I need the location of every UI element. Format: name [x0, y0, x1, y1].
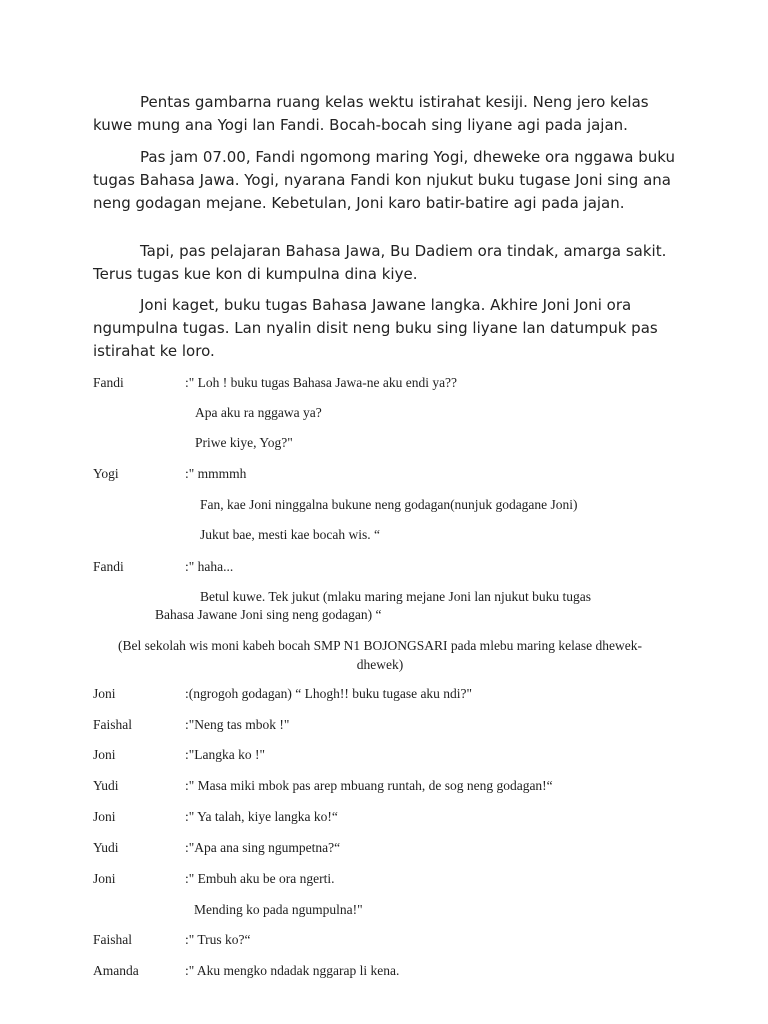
speech-text: :"Langka ko !" [185, 747, 265, 762]
speech-continuation: Priwe kiye, Yog?" [195, 435, 293, 450]
speaker-name: Joni [93, 809, 116, 824]
stage-direction: (Bel sekolah wis moni kabeh bocah SMP N1 BOJONGSARI pada mlebu maring kelase dhewek-dhewek) [117, 638, 643, 672]
speech-text: :" Trus ko?“ [185, 932, 251, 947]
narrative-paragraph: Pas jam 07.00, Fandi ngomong maring Yogi, dheweke ora nggawa buku tugas Bahasa Jawa. Yogi, nyarana Fandi kon njukut buku tugase Joni sing ana neng godagan mejane. Kebetulan, Joni karo batir-batire agi pada jajan. [93, 148, 676, 212]
speaker-name: Fandi [93, 559, 124, 574]
speech-text: :" mmmmh [185, 466, 247, 481]
speech-continuation: Mending ko pada ngumpulna!" [194, 902, 363, 917]
speaker-name: Joni [93, 871, 116, 886]
speech-text: :" Ya talah, kiye langka ko!“ [185, 809, 338, 824]
speech-continuation: Fan, kae Joni ninggalna bukune neng godagan(nunjuk godagane Joni) [200, 497, 578, 512]
speech-text: :"Apa ana sing ngumpetna?“ [185, 840, 341, 855]
speech-text: :"Neng tas mbok !" [185, 717, 290, 732]
speaker-name: Yudi [93, 840, 119, 855]
speech-text: :" Aku mengko ndadak nggarap li kena. [185, 963, 400, 978]
speech-text: :" haha... [185, 559, 234, 574]
speaker-name: Fandi [93, 375, 124, 390]
speech-continuation: Betul kuwe. Tek jukut (mlaku maring mejane Joni lan njukut buku tugas [200, 589, 591, 604]
speaker-name: Amanda [93, 963, 139, 978]
narrative-paragraph: Joni kaget, buku tugas Bahasa Jawane langka. Akhire Joni Joni ora ngumpulna tugas. Lan nyalin disit neng buku sing liyane lan datumpuk pas istirahat ke loro. [93, 296, 658, 360]
speech-text: :(ngrogoh godagan) “ Lhogh!! buku tugase aku ndi?" [185, 686, 473, 701]
speech-text: :" Masa miki mbok pas arep mbuang runtah, de sog neng godagan!“ [185, 778, 553, 793]
speaker-name: Joni [93, 747, 116, 762]
speech-text: :" Loh ! buku tugas Bahasa Jawa-ne aku endi ya?? [185, 375, 458, 390]
speech-text: :" Embuh aku be ora ngerti. [185, 871, 335, 886]
speaker-name: Joni [93, 686, 116, 701]
narrative-paragraph: Tapi, pas pelajaran Bahasa Jawa, Bu Dadiem ora tindak, amarga sakit. Terus tugas kue kon di kumpulna dina kiye. [93, 242, 667, 283]
speech-continuation: Jukut bae, mesti kae bocah wis. “ [200, 527, 380, 542]
speaker-name: Faishal [93, 717, 132, 732]
narrative-paragraph: Pentas gambarna ruang kelas wektu istirahat kesiji. Neng jero kelas kuwe mung ana Yogi lan Fandi. Bocah-bocah sing liyane agi pada jajan. [93, 93, 649, 134]
speaker-name: Faishal [93, 932, 132, 947]
speech-continuation: Bahasa Jawane Joni sing neng godagan) “ [155, 607, 382, 622]
speaker-name: Yudi [93, 778, 119, 793]
speech-continuation: Apa aku ra nggawa ya? [195, 405, 322, 420]
speaker-name: Yogi [93, 466, 119, 481]
